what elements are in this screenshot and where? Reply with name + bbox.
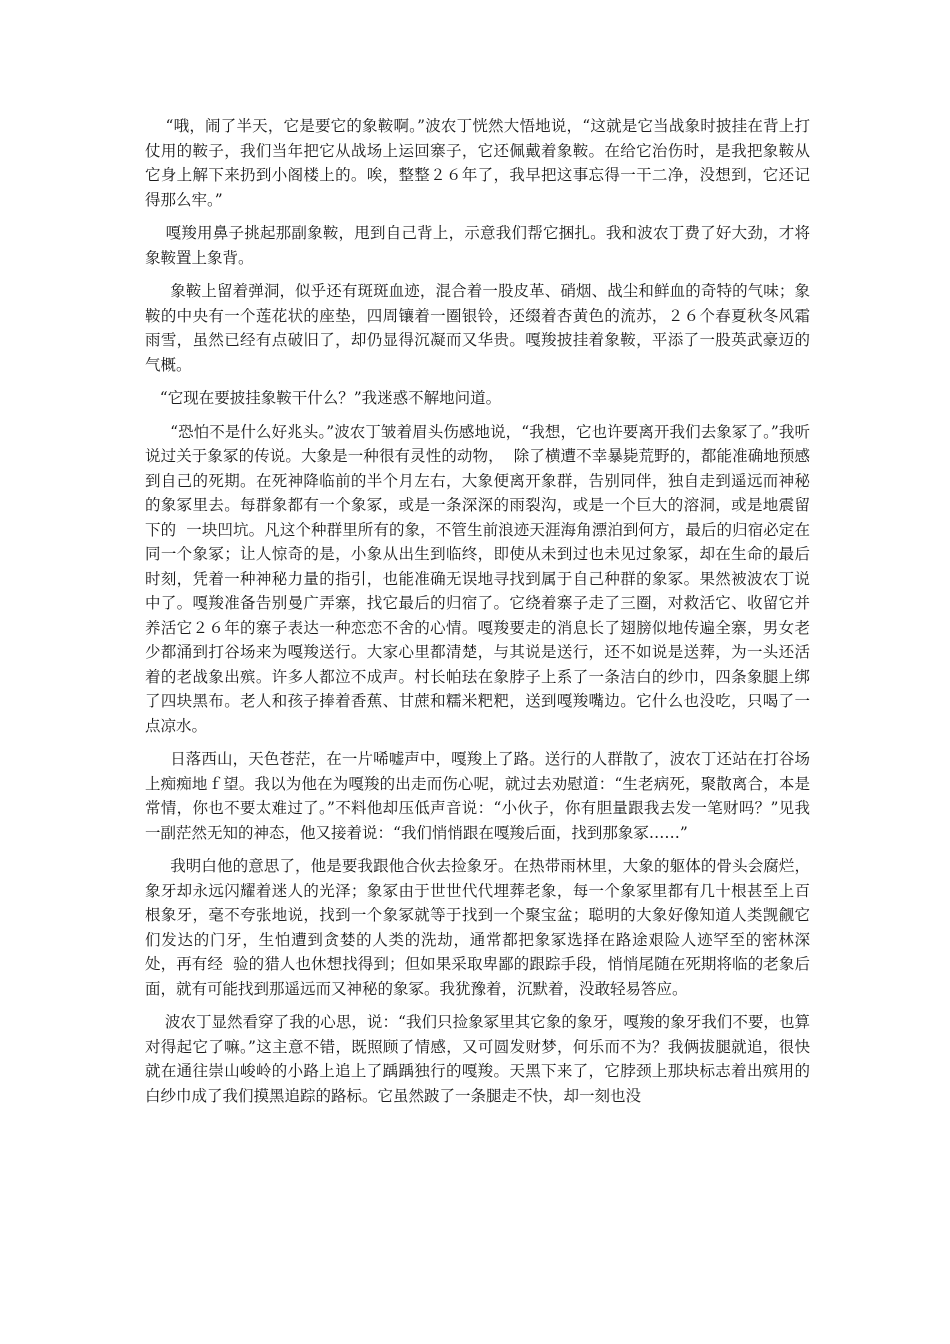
paragraph-1: “哦，闹了半天，它是要它的象鞍啊。”波农丁恍然大悟地说，“这就是它当战象时披挂在背上打仗用的鞍子，我们当年把它从战场上运回寨子，它还佩戴着象鞍。在给它治伤时，是我把象鞍从它身上解下来扔到小阁楼上的。唉，整整２６年了，我早把这事忘得一干二净，没想到，它还记得那么牢。” xyxy=(145,117,810,209)
paragraph-7: 我明白他的意思了，他是要我跟他合伙去捡象牙。在热带雨林里，大象的躯体的骨头会腐烂，象牙却永远闪耀着迷人的光泽；象冢由于世世代代埋葬老象，每一个象冢里都有几十根甚至上百根象牙，毫不夸张地说，找到一个象冢就等于找到一个聚宝盆；聪明的大象好像知道人类觊觎它们发达的门牙，生怕遭到贪婪的人类的洗劫，通常都把象冢选择在路途艰险人迹罕至的密林深处，再有经 验的猎人也休想找得到；但如果采取卑鄙的跟踪手段，悄悄尾随在死期将临的老象后面，就有可能找到那遥远而又神秘的象冢。我犹豫着，沉默着，没敢轻易答应。 xyxy=(145,857,810,998)
paragraph-2: 嘎羧用鼻子挑起那副象鞍，甩到自己背上，示意我们帮它捆扎。我和波农丁费了好大劲，才将象鞍置上象背。 xyxy=(145,224,810,267)
paragraph-4: “它现在要披挂象鞍干什么？”我迷惑不解地问道。 xyxy=(145,389,502,407)
paragraph-5: “恐怕不是什么好兆头。”波农丁皱着眉头伤感地说，“我想，它也许要离开我们去象冢了。”我听说过关于象冢的传说。大象是一种很有灵性的动物， 除了横遭不幸暴毙荒野的，都能准确地预感到自己的死期。在死神降临前的半个月左右，大象便离开象群，告别同伴，独自走到遥远而神秘的象冢里去。每群象都有一个象冢，或是一条深深的雨裂沟，或是一个巨大的溶洞，或是地震留下的 一块凹坑。凡这个种群里所有的象，不管生前浪迹天涯海角漂泊到何方，最后的归宿必定在同一个象冢；让人惊奇的是，小象从出生到临终，即使从未到过也未见过象冢，却在生命的最后时刻，凭着一种神秘力量的指引，也能准确无误地寻找到属于自己种群的象冢。果然被波农丁说中了。嘎羧准备告别曼广弄寨，找它最后的归宿了。它绕着寨子走了三圈，对救活它、收留它并养活它２６年的寨子表达一种恋恋不舍的心情。嘎羧要走的消息长了翅膀似地传遍全寨，男女老少都涌到打谷场来为嘎羧送行。大家心里都清楚，与其说是送行，还不如说是送葬，为一头还活着的老战象出殡。许多人都泣不成声。村长帕珐在象脖子上系了一条洁白的纱巾，四条象腿上绑了四块黑布。老人和孩子捧着香蕉、甘蔗和糯米粑粑，送到嘎羧嘴边。它什么也没吃，只喝了一点凉水。 xyxy=(145,422,811,735)
story-text xyxy=(145,114,810,1117)
paragraph-3: 象鞍上留着弹洞，似乎还有斑斑血迹，混合着一股皮革、硝烟、战尘和鲜血的奇特的气味；象鞍的中央有一个莲花状的座垫，四周镶着一圈银铃，还缀着杏黄色的流苏，２６个春夏秋冬风霜雨雪，虽然已经有点破旧了，却仍显得沉凝而又华贵。嘎羧披挂着象鞍，平添了一股英武豪迈的气概。 xyxy=(145,282,810,374)
paragraph-8: 波农丁显然看穿了我的心思，说：“我们只捡象冢里其它象的象牙，嘎羧的象牙我们不要，也算对得起它了嘛。”这主意不错，既照顾了情感，又可圆发财梦，何乐而不为？我俩拔腿就追，很快就在通往崇山峻岭的小路上追上了踽踽独行的嘎羧。天黑下来了，它脖颈上那块标志着出殡用的白纱巾成了我们摸黑追踪的路标。它虽然跛了一条腿走不快，却一刻也没 xyxy=(145,1013,810,1105)
paragraph-6: 日落西山，天色苍茫，在一片唏嘘声中，嘎羧上了路。送行的人群散了，波农丁还站在打谷场上痴痴地ｆ望。我以为他在为嘎羧的出走而伤心呢，就过去劝慰道：“生老病死，聚散离合，本是常情，你也不要太难过了。”不料他却压低声音说：“小伙子，你有胆量跟我去发一笔财吗？”见我一副茫然无知的神态，他又接着说：“我们悄悄跟在嘎羧后面，找到那象冢……” xyxy=(145,750,810,842)
